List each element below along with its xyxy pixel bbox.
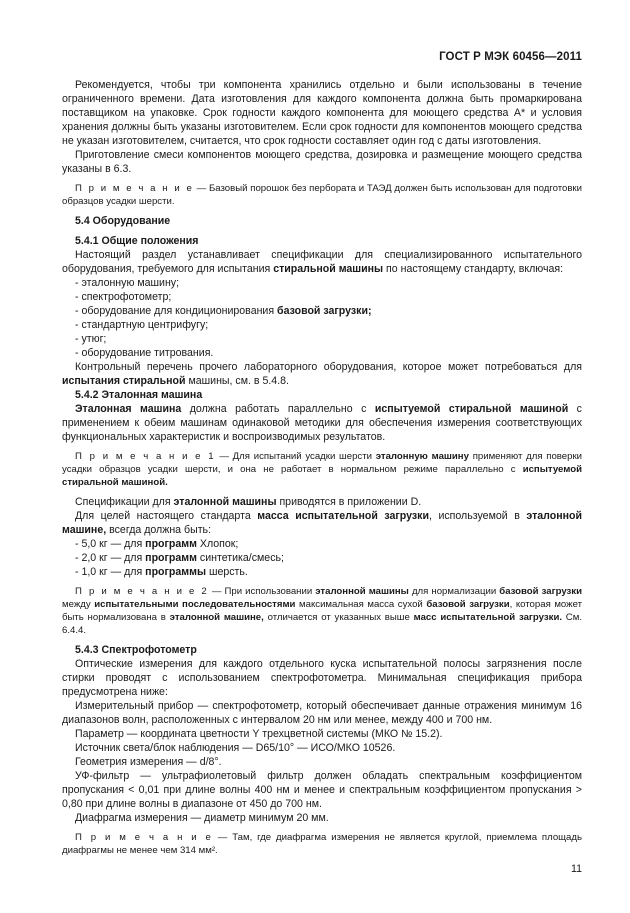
list-item: - оборудование титрования.: [75, 347, 214, 359]
text-run: См. 6.4.4.: [62, 612, 582, 636]
text-run: Хлопок;: [196, 538, 239, 550]
term-reference-machine: эталонной машине,: [62, 510, 582, 536]
paragraph-test-load-mass: [62, 509, 582, 537]
term-test-machine: испытуемой стиральной машиной.: [62, 464, 582, 488]
text-run: - 2,0 кг — для: [75, 552, 146, 564]
text-run: отличается от указанных выше: [263, 612, 414, 623]
text-run: всегда должна быть:: [106, 524, 212, 536]
list-item: - спектрофотометр;: [75, 291, 172, 303]
text-run: — При использовании: [208, 586, 316, 597]
list-item-cotton: [62, 537, 582, 551]
text-run: Контрольный перечень прочего лабораторного оборудования, которое может потребоваться для: [75, 361, 582, 373]
page-content: [62, 78, 582, 857]
paragraph-reference-machine: [62, 402, 582, 444]
note-2-normalization: [62, 585, 582, 637]
term-base-load: базовой загрузки: [499, 586, 583, 597]
section-5-4-1-heading: 5.4.1 Общие положения: [75, 235, 199, 247]
note-label: П р и м е ч а н и е 1: [75, 451, 216, 462]
term-reference-machine: Эталонная машина: [75, 403, 182, 415]
list-item: - утюг;: [75, 333, 107, 345]
term-program: программы: [145, 566, 207, 578]
text-run: - 1,0 кг — для: [75, 566, 146, 578]
text-run: максимальная масса сухой: [295, 599, 427, 610]
term-testing: испытания стиральной: [62, 375, 186, 387]
text-run: для нормализации: [408, 586, 500, 597]
list-item-wool: [62, 565, 582, 579]
term-program: программ: [145, 552, 197, 564]
paragraph-checklist: [62, 360, 582, 388]
term-reference-machine: эталонную машину: [375, 451, 469, 462]
text-run: - 5,0 кг — для: [75, 538, 146, 550]
note-label: П р и м е ч а н и е: [75, 183, 194, 194]
text-run: по настоящему стандарту, включая:: [383, 263, 564, 275]
list-item-synthetics: [62, 551, 582, 565]
term-test-sequences: испытательными последовательностями: [94, 599, 296, 610]
list-item: [62, 304, 582, 318]
text-run: между: [62, 599, 95, 610]
text-run: , используемой в: [428, 510, 527, 522]
section-5-4-heading: 5.4 Оборудование: [75, 215, 171, 227]
text-run: Спецификации для: [75, 496, 174, 508]
note-base-powder: [62, 182, 582, 208]
section-5-4-2-heading: 5.4.2 Эталонная машина: [75, 389, 203, 401]
term-washing-machine: стиральной машины: [273, 263, 384, 275]
paragraph-uv-filter: УФ-фильтр — ультрафиолетовый фильтр должен обладать спектральным коэффициентом пропускания < 0,01 при длине волны 400 нм и менее и спектральным коэффициентом пропускания > 0,80 при длине волны в диапазоне от 450 до 700 нм.: [62, 770, 582, 810]
text-run: шерсть.: [206, 566, 248, 578]
section-5-4-3-heading: 5.4.3 Спектрофотометр: [75, 644, 197, 656]
note-label: П р и м е ч а н и е 2: [75, 586, 209, 597]
note-text: — Базовый порошок без пербората и ТАЭД должен быть использован для подготовки образцов усадки шерсти.: [62, 183, 582, 207]
paragraph-components-storage: Рекомендуется, чтобы три компонента хранились отдельно и были использованы в течение ограниченного времени. Дата изготовления для каждого компонента должна быть промаркирована поставщиком на упаковке. Срок годности каждого компонента для моющего средства А* и условия хранения должны быть указаны изготовителем. Если срок годности для компонентов моющего средства не указан изготовителем, считается, что срок годности составляет один год с даты изготовления.: [62, 79, 582, 147]
text-run: машины, см. в 5.4.8.: [185, 375, 289, 387]
text-run: - оборудование для кондиционирования: [75, 305, 278, 317]
standard-header: ГОСТ Р МЭК 60456—2011: [439, 51, 582, 63]
text-run: должна работать параллельно с: [181, 403, 375, 415]
term-program: программ: [145, 538, 197, 550]
note-label: П р и м е ч а н и е: [75, 832, 213, 843]
term-reference-machine: эталонной машины: [315, 586, 409, 597]
term-test-load-mass: масс испытательной загрузки.: [413, 612, 563, 623]
text-run: Настоящий раздел устанавливает спецификации для специализированного испытательного оборудования, требуемого для испытания: [62, 249, 582, 275]
paragraph-scope: [62, 248, 582, 276]
term-base-load: базовой загрузки: [426, 599, 510, 610]
paragraph-light-source: Источник света/блок наблюдения — D65/10° — ИСО/МКО 10526.: [75, 742, 396, 754]
paragraph-geometry: Геометрия измерения — d/8°.: [75, 756, 222, 768]
text-run: применяют для поверки усадки образцов усадки шерсти, и она не работает в нормальном режиме параллельно с: [62, 451, 583, 475]
list-item: - стандартную центрифугу;: [75, 319, 209, 331]
text-run: синтетика/смесь;: [196, 552, 284, 564]
paragraph-instrument: Измерительный прибор — спектрофотометр, который обеспечивает данные отражения минимум 16 диапазонов волн, расположенных с интервалом 20 нм или менее, между 400 и 700 нм.: [62, 700, 582, 726]
paragraph-annex-d: [62, 495, 582, 509]
note-1-wool-shrinkage: [62, 450, 582, 489]
term-test-machine: испытуемой стиральной машиной: [374, 403, 569, 415]
text-run: , которая может быть нормализована в: [62, 599, 582, 623]
page-number: 11: [571, 863, 582, 875]
paragraph-parameter: Параметр — координата цветности Y трехцветной системы (МКО № 15.2).: [75, 728, 443, 740]
paragraph-mix-preparation: Приготовление смеси компонентов моющего средства, дозировка и размещение моющего средства указаны в 6.3.: [62, 149, 582, 175]
note-aperture-area: [62, 831, 582, 857]
text-run: — Для испытаний усадки шерсти: [215, 451, 376, 462]
text-run: приводятся в приложении D.: [276, 496, 422, 508]
text-run: Для целей настоящего стандарта: [75, 510, 258, 522]
term-base-load: базовой загрузки;: [277, 305, 372, 317]
paragraph-aperture: Диафрагма измерения — диаметр минимум 20 мм.: [75, 812, 329, 824]
paragraph-optical-measurements: Оптические измерения для каждого отдельного куска испытательной полосы загрязнения после стирки проводят с использованием спектрофотометра. Минимальная спецификация прибора предусмотрена ниже:: [62, 658, 582, 698]
list-item: - эталонную машину;: [75, 277, 180, 289]
note-text: — Там, где диафрагма измерения не является круглой, приемлема площадь диафрагмы не менее чем 314 мм².: [62, 832, 582, 856]
term-test-load-mass: масса испытательной загрузки: [257, 510, 429, 522]
term-reference-machine: эталонной машины: [173, 496, 277, 508]
text-run: с применением к обеим машинам одинаковой методики для обеспечения измерения соответствующих функциональных характеристик и воспроизводимых результатов.: [62, 403, 582, 443]
term-reference-machine: эталонной машине,: [169, 612, 264, 623]
